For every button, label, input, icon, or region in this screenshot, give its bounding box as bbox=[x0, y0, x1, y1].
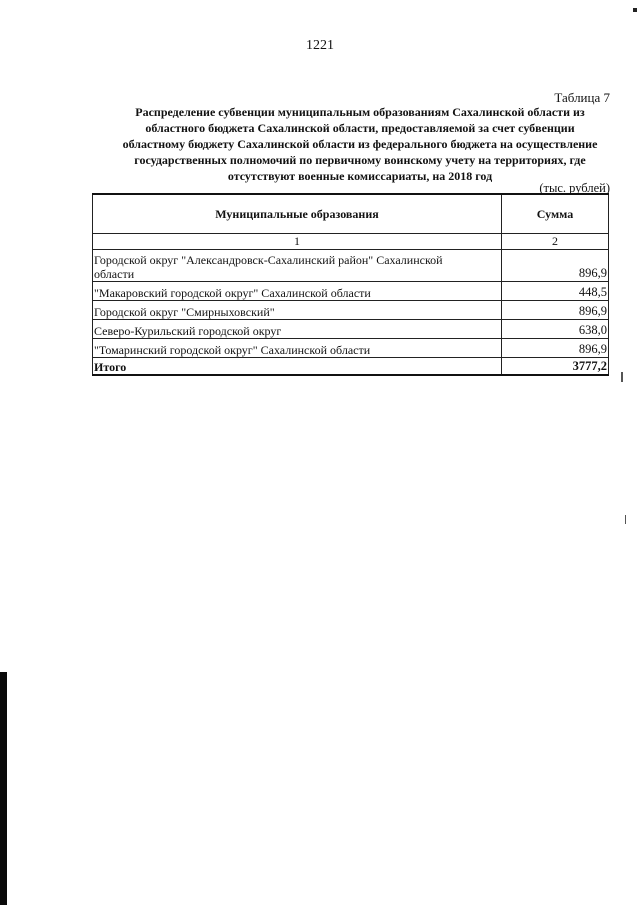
table-caption: Таблица 7 bbox=[554, 90, 610, 105]
column-number-row bbox=[93, 234, 609, 250]
title-line: отсутствуют военные комиссариаты, на 2018 год bbox=[227, 169, 493, 183]
title-line: Распределение субвенции муниципальным образованиям Сахалинской области из bbox=[135, 105, 585, 119]
scan-speck bbox=[621, 372, 623, 382]
table-row bbox=[93, 301, 609, 320]
sum-value: 638,0 bbox=[502, 320, 609, 339]
table-row bbox=[93, 320, 609, 339]
column-number: 2 bbox=[502, 234, 609, 250]
units-label: (тыс. рублей) bbox=[539, 181, 610, 195]
title-line: государственных полномочий по первичному воинскому учету на территориях, где bbox=[134, 153, 586, 167]
municipality-name: "Томаринский городской округ" Сахалинской области bbox=[93, 339, 502, 358]
title-line: областного бюджета Сахалинской области, предоставляемой за счет субвенции bbox=[145, 121, 575, 135]
total-row bbox=[93, 358, 609, 376]
municipality-name bbox=[93, 250, 502, 282]
total-label: Итого bbox=[93, 358, 502, 376]
table-row bbox=[93, 339, 609, 358]
scan-edge-shadow bbox=[0, 672, 7, 905]
page-number: 1221 bbox=[306, 38, 334, 53]
sum-value: 448,5 bbox=[502, 282, 609, 301]
municipality-name: Городской округ "Смирныховский" bbox=[93, 301, 502, 320]
scan-speck bbox=[633, 8, 637, 12]
municipality-name: "Макаровский городской округ" Сахалинской области bbox=[93, 282, 502, 301]
table-title bbox=[96, 104, 624, 184]
sum-value: 896,9 bbox=[502, 339, 609, 358]
subvention-table bbox=[92, 193, 609, 376]
title-line: областному бюджету Сахалинской области из федерального бюджета на осуществление bbox=[122, 137, 598, 151]
table-row bbox=[93, 250, 609, 282]
column-number: 1 bbox=[93, 234, 502, 250]
municipality-name: Северо-Курильский городской округ bbox=[93, 320, 502, 339]
table-row bbox=[93, 282, 609, 301]
header-sum: Сумма bbox=[502, 194, 609, 234]
municipality-name-line: области bbox=[94, 267, 135, 281]
header-municipality: Муниципальные образования bbox=[93, 194, 502, 234]
scan-speck bbox=[625, 515, 626, 524]
sum-value: 896,9 bbox=[502, 301, 609, 320]
municipality-name-line: Городской округ "Александровск-Сахалинский район" Сахалинской bbox=[94, 253, 443, 267]
total-sum: 3777,2 bbox=[502, 358, 609, 376]
sum-value: 896,9 bbox=[502, 250, 609, 282]
table-header-row bbox=[93, 194, 609, 234]
